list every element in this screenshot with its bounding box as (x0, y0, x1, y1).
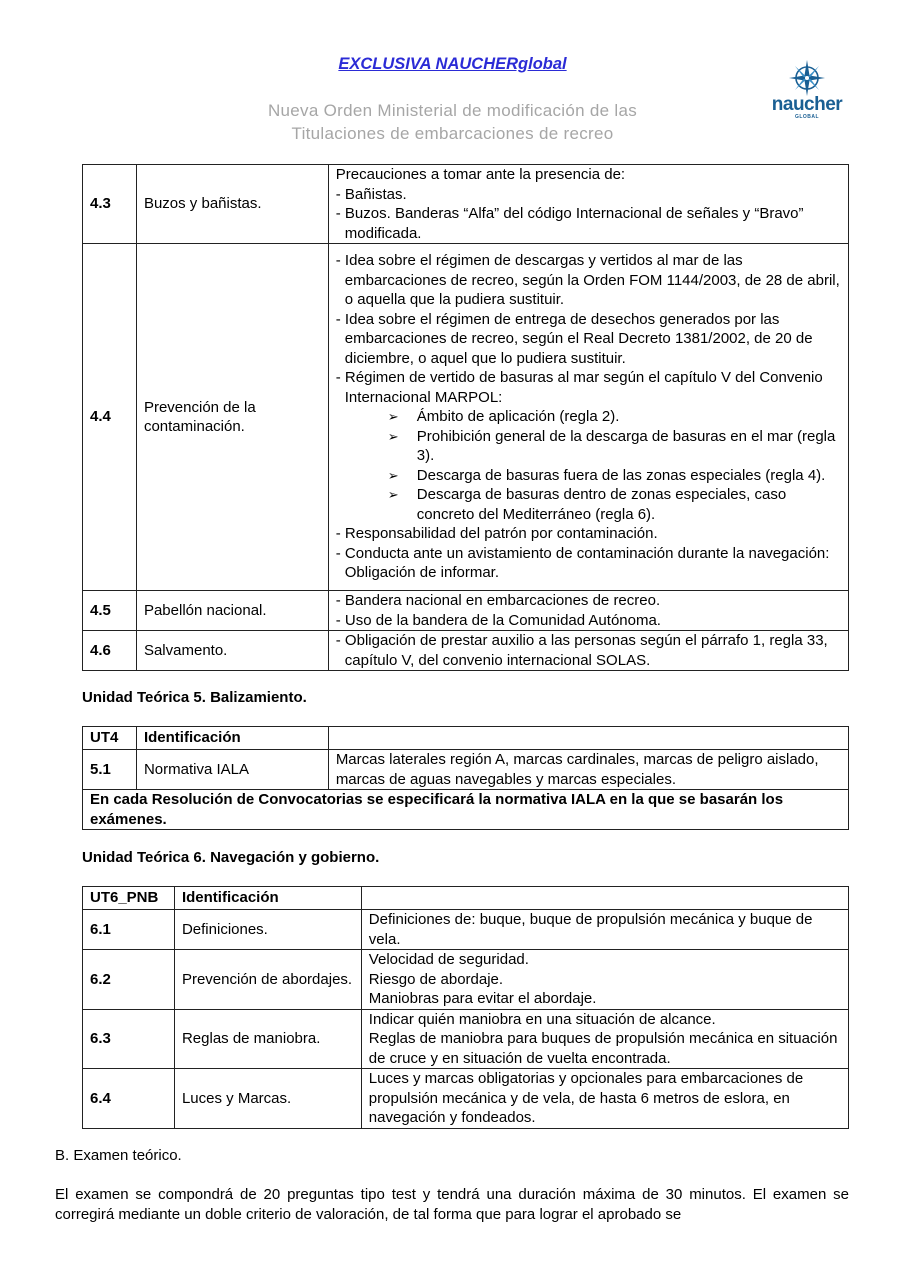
row-label: Pabellón nacional. (136, 591, 328, 631)
content-line: Reglas de maniobra para buques de propulsión mecánica en situación de cruce y en situación de vuelta encontrada. (368, 1030, 838, 1067)
row-label: Normativa IALA (136, 750, 328, 790)
exam-paragraph: El examen se compondrá de 20 preguntas tipo test y tendrá una duración máxima de 30 minutos. El examen se corregirá mediante un doble criterio de valoración, de tal forma que para lograr el aprobado se (55, 1186, 849, 1223)
row-content: Luces y marcas obligatorias y opcionales para embarcaciones de propulsión mecánica y de vela, de hasta 6 metros de eslora, en navegación y fondeados. (361, 1069, 848, 1129)
sub-bullet-item (336, 407, 841, 427)
content-line: Velocidad de seguridad. (368, 951, 529, 968)
row-label: Luces y Marcas. (174, 1069, 361, 1129)
logo-subtext: GLOBAL (794, 114, 820, 120)
naucher-logo (766, 60, 848, 122)
unit5-table (82, 726, 849, 830)
section-5-title: Unidad Teórica 5. Balizamiento. (82, 689, 307, 706)
sub-bullet-text: Descarga de basuras fuera de las zonas especiales (regla 4). (416, 466, 826, 484)
row-number: 6.4 (83, 1069, 175, 1129)
table-row (83, 750, 849, 790)
table-header-row (83, 887, 849, 910)
row-number: 4.5 (83, 591, 137, 631)
row-number: 4.6 (83, 631, 137, 671)
unit4-table (82, 164, 849, 671)
compass-rose-icon (787, 60, 827, 96)
column-header: UT6_PNB (83, 887, 175, 910)
subtitle-line-2: Titulaciones de embarcaciones de recreo (291, 124, 614, 143)
row-content (328, 165, 848, 244)
content-line: Precauciones a tomar ante la presencia de: (335, 166, 626, 183)
table-row (83, 631, 849, 671)
content-line: - Régimen de vertido de basuras al mar según el capítulo V del Convenio Internacional MARPOL: (335, 369, 823, 406)
row-content (328, 591, 848, 631)
sub-bullet-text: Descarga de basuras dentro de zonas especiales, caso concreto del Mediterráneo (regla 6). (416, 486, 787, 523)
column-header-empty (361, 887, 848, 910)
row-label: Prevención de abordajes. (174, 950, 361, 1010)
row-number: 6.1 (83, 910, 175, 950)
row-content (361, 950, 848, 1010)
row-number: 5.1 (83, 750, 137, 790)
table-row (83, 910, 849, 950)
row-number: 6.3 (83, 1009, 175, 1069)
table-header-row (83, 727, 849, 750)
row-content (361, 1009, 848, 1069)
content-line: - Idea sobre el régimen de descargas y vertidos al mar de las embarcaciones de recreo, según la Orden FOM 1144/2003, de 28 de abril, o aquella que la pudiera sustituir. (335, 252, 840, 309)
table-row (83, 950, 849, 1010)
row-content: Marcas laterales región A, marcas cardinales, marcas de peligro aislado, marcas de aguas navegables y marcas especiales. (328, 750, 848, 790)
content-line: Maniobras para evitar el abordaje. (368, 990, 597, 1007)
exclusive-header-link[interactable]: EXCLUSIVA NAUCHERglobal (338, 55, 567, 73)
content-line: - Buzos. Banderas “Alfa” del código Internacional de señales y “Bravo” modificada. (335, 205, 804, 242)
content-line: Indicar quién maniobra en una situación de alcance. (368, 1010, 716, 1028)
row-label: Salvamento. (136, 631, 328, 671)
sub-bullet-item (336, 485, 841, 524)
row-content (328, 244, 848, 591)
arrow-bullet-icon: ➢ (387, 467, 399, 483)
column-header: Identificación (136, 727, 328, 750)
sub-bullet-item (336, 427, 841, 466)
arrow-bullet-icon: ➢ (387, 428, 399, 444)
iala-note: En cada Resolución de Convocatorias se especificará la normativa IALA en la que se basarán los exámenes. (83, 790, 849, 830)
row-number: 4.3 (83, 165, 137, 244)
row-content: Definiciones de: buque, buque de propulsión mecánica y buque de vela. (361, 910, 848, 950)
content-line: - Obligación de prestar auxilio a las personas según el párrafo 1, regla 33, capítulo V, del convenio internacional SOLAS. (335, 632, 828, 669)
row-number: 6.2 (83, 950, 175, 1010)
row-number: 4.4 (83, 244, 137, 591)
arrow-bullet-icon: ➢ (387, 487, 399, 503)
table-row (83, 244, 849, 591)
arrow-bullet-icon: ➢ (387, 409, 399, 425)
table-row (83, 1069, 849, 1129)
content-line: - Bandera nacional en embarcaciones de recreo. (335, 592, 661, 609)
exam-heading: B. Examen teórico. (55, 1147, 182, 1164)
content-line: - Idea sobre el régimen de entrega de desechos generados por las embarcaciones de recreo, según el Real Decreto 1381/2002, de 20 de diciembre, o aquel que lo pudiera sustituir. (335, 310, 813, 367)
row-label: Reglas de maniobra. (174, 1009, 361, 1069)
content-line: - Bañistas. (335, 185, 407, 203)
column-header-empty (328, 727, 848, 750)
column-header: Identificación (174, 887, 361, 910)
table-note-row (83, 790, 849, 830)
unit6-table (82, 886, 849, 1129)
table-row (83, 591, 849, 631)
row-content (328, 631, 848, 671)
logo-wordmark: naucher (771, 94, 843, 115)
row-label: Definiciones. (174, 910, 361, 950)
content-line: - Uso de la bandera de la Comunidad Autónoma. (335, 611, 661, 629)
subtitle-line-1: Nueva Orden Ministerial de modificación de las (267, 101, 638, 120)
table-row (83, 165, 849, 244)
content-line: Riesgo de abordaje. (368, 970, 504, 988)
sub-bullet-text: Ámbito de aplicación (regla 2). (416, 408, 620, 426)
content-line: - Responsabilidad del patrón por contaminación. (335, 525, 658, 543)
column-header: UT4 (83, 727, 137, 750)
content-line: - Conducta ante un avistamiento de contaminación durante la navegación: Obligación de informar. (335, 544, 830, 582)
row-label: Prevención de la contaminación. (136, 244, 328, 591)
row-label: Buzos y bañistas. (136, 165, 328, 244)
table-row (83, 1009, 849, 1069)
section-6-title: Unidad Teórica 6. Navegación y gobierno. (82, 849, 380, 866)
sub-bullet-item (336, 466, 841, 486)
sub-bullet-text: Prohibición general de la descarga de basuras en el mar (regla 3). (416, 427, 836, 465)
